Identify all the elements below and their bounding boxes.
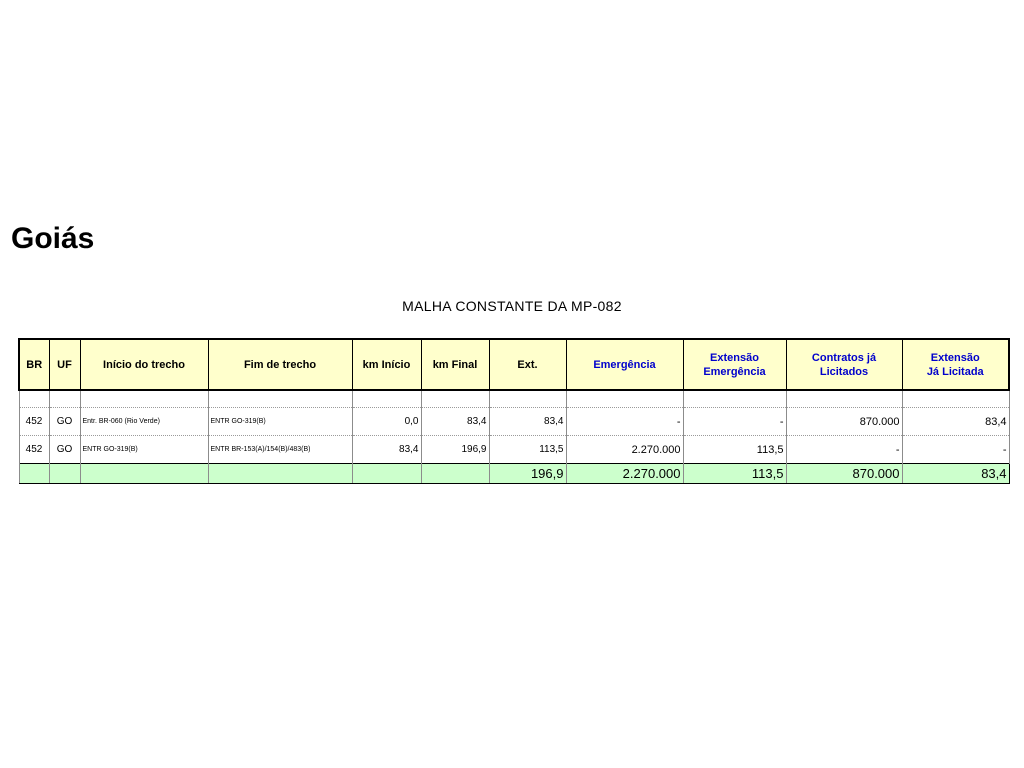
total-contratos: 870.000 <box>786 464 902 484</box>
cell-contratos: - <box>786 436 902 464</box>
total-ext-licitada: 83,4 <box>902 464 1009 484</box>
header-ext: Ext. <box>489 339 566 390</box>
cell-ext: 113,5 <box>489 436 566 464</box>
header-km-inicio: km Início <box>352 339 421 390</box>
header-contratos-line2: Licitados <box>819 365 869 378</box>
spacer-row <box>19 390 1009 408</box>
table-row <box>19 408 1009 436</box>
cell-fim: ENTR GO-319(B) <box>208 408 352 436</box>
cell-ext-emergencia: - <box>683 408 786 436</box>
total-ext: 196,9 <box>489 464 566 484</box>
header-fim: Fim de trecho <box>208 339 352 390</box>
header-contratos-line1: Contratos já <box>811 351 877 364</box>
cell-km-final: 83,4 <box>421 408 489 436</box>
header-ext-licitada-line2: Já Licitada <box>926 365 984 378</box>
header-ext-licitada-line1: Extensão <box>930 351 980 364</box>
total-emergencia: 2.270.000 <box>566 464 683 484</box>
header-ext-licitada <box>902 339 1009 390</box>
cell-inicio: Entr. BR-060 (Rio Verde) <box>80 408 208 436</box>
cell-uf: GO <box>49 436 80 464</box>
cell-br: 452 <box>19 436 49 464</box>
table-row <box>19 436 1009 464</box>
cell-km-inicio: 83,4 <box>352 436 421 464</box>
page-title: Goiás <box>11 222 95 255</box>
header-km-final: km Final <box>421 339 489 390</box>
header-contratos <box>786 339 902 390</box>
total-ext-emergencia: 113,5 <box>683 464 786 484</box>
cell-emergencia: 2.270.000 <box>566 436 683 464</box>
cell-ext-licitada: - <box>902 436 1009 464</box>
header-ext-emergencia-line2: Emergência <box>703 365 766 378</box>
cell-km-inicio: 0,0 <box>352 408 421 436</box>
cell-inicio: ENTR GO-319(B) <box>80 436 208 464</box>
cell-km-final: 196,9 <box>421 436 489 464</box>
totals-row <box>19 464 1009 484</box>
header-br: BR <box>19 339 49 390</box>
header-ext-emergencia <box>683 339 786 390</box>
cell-br: 452 <box>19 408 49 436</box>
cell-uf: GO <box>49 408 80 436</box>
header-uf: UF <box>49 339 80 390</box>
header-row <box>19 339 1009 390</box>
cell-fim: ENTR BR-153(A)/154(B)/483(B) <box>208 436 352 464</box>
cell-ext: 83,4 <box>489 408 566 436</box>
cell-ext-emergencia: 113,5 <box>683 436 786 464</box>
header-ext-emergencia-line1: Extensão <box>710 351 759 364</box>
header-inicio: Início do trecho <box>80 339 208 390</box>
malha-table <box>18 338 1010 484</box>
header-emergencia: Emergência <box>566 339 683 390</box>
table-title: MALHA CONSTANTE DA MP-082 <box>402 298 622 314</box>
cell-contratos: 870.000 <box>786 408 902 436</box>
cell-emergencia: - <box>566 408 683 436</box>
cell-ext-licitada: 83,4 <box>902 408 1009 436</box>
